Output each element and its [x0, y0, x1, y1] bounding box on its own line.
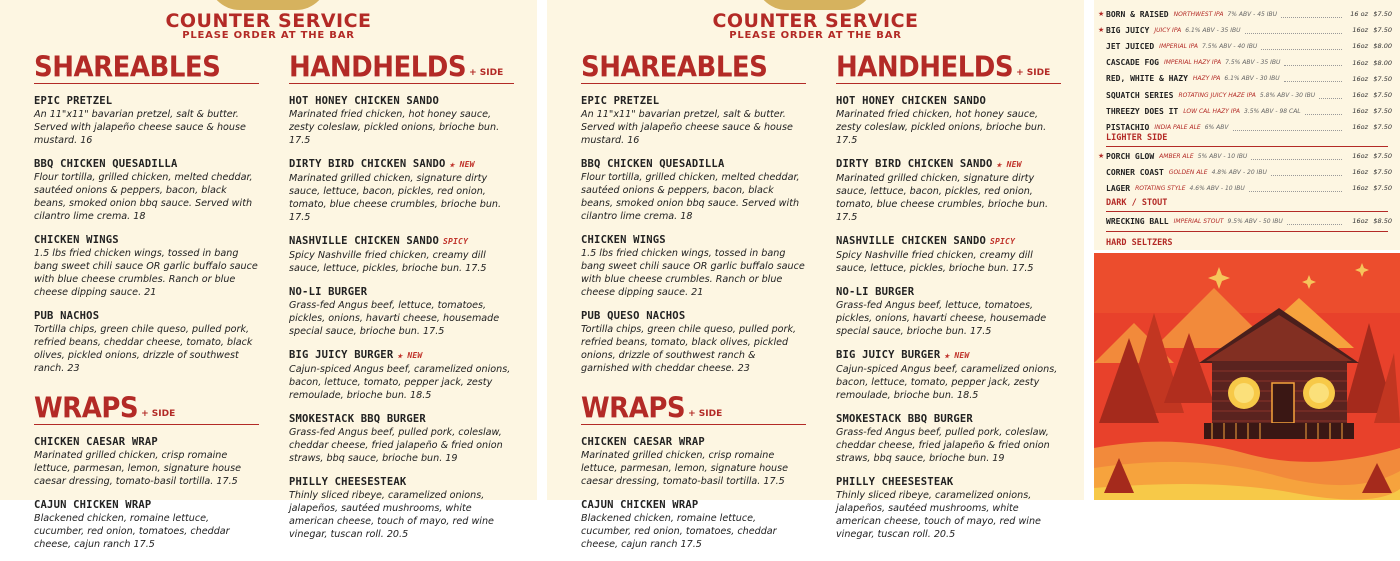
menu-item — [581, 309, 806, 375]
beer-info: 5.8% ABV - 30 IBU — [1259, 91, 1316, 99]
item-name: EPIC PRETZEL — [34, 95, 113, 107]
menu-panel-1 — [0, 0, 537, 550]
handhelds-list — [836, 94, 1061, 541]
item-desc: 1.5 lbs fried chicken wings, tossed in bang bang sweet chili sauce OR garlic buffalo sauce with blue cheese crumbles. Ranch or blue cheese dipping sauce. 21 — [581, 248, 805, 298]
item-name-text: NO-LI BURGER — [836, 286, 915, 298]
beer-size: 16oz — [1352, 168, 1368, 177]
item-desc: Flour tortilla, grilled chicken, melted cheddar, sautéed onions & peppers, bacon, black beans, smoked onion bbq sauce. Served with cilantro lime crema. 18 — [34, 172, 253, 222]
side-tag: + SIDE — [469, 68, 504, 78]
beer-style: NORTHWEST IPA — [1173, 10, 1224, 18]
beer-star: ★ — [1098, 26, 1105, 35]
beer-size: 16oz — [1352, 58, 1368, 67]
item-name — [836, 475, 1061, 489]
beer-info: 5% ABV - 10 IBU — [1197, 152, 1248, 160]
beer-name: SQUATCH SERIES — [1106, 90, 1174, 100]
beer-row — [1106, 214, 1392, 228]
section-title: WRAPS — [34, 392, 139, 426]
side-tag: + SIDE — [688, 409, 723, 419]
beer-info: 6% ABV — [1204, 123, 1229, 131]
beer-price: $7.50 — [1373, 123, 1392, 132]
beer-name: BORN & RAISED — [1106, 9, 1169, 19]
beer-row — [1106, 39, 1392, 53]
item-badge: SPICY — [443, 237, 469, 246]
item-name — [289, 94, 514, 108]
menu-item — [289, 285, 514, 338]
item-name-text: DIRTY BIRD CHICKEN SANDO — [836, 158, 993, 170]
item-name-text: BIG JUICY BURGER — [836, 349, 941, 361]
beer-name: CORNER COAST — [1106, 167, 1164, 177]
item-name-text: SMOKESTACK BBQ BURGER — [289, 413, 426, 425]
beer-price: $8.00 — [1373, 42, 1392, 51]
item-name — [836, 348, 1061, 363]
beer-style: LOW CAL HAZY IPA — [1183, 107, 1241, 115]
item-name: PUB NACHOS — [34, 310, 100, 322]
section-title: SHAREABLES — [34, 51, 221, 85]
beer-price: $7.50 — [1373, 168, 1392, 177]
beer-name: LAGER — [1106, 183, 1131, 193]
menu-item — [836, 94, 1061, 147]
beer-row — [1106, 56, 1392, 70]
beer-size: 16oz — [1352, 152, 1368, 160]
item-desc: Grass-fed Angus beef, lettuce, tomatoes, pickles, onions, havarti cheese, housemade special sauce, brioche bun. 17.5 — [289, 300, 500, 337]
item-desc: Marinated fried chicken, hot honey sauce, zesty coleslaw, pickled onions, brioche bun. 17.5 — [836, 109, 1047, 146]
item-name-text: SMOKESTACK BBQ BURGER — [836, 413, 973, 425]
item-desc: Cajun-spiced Angus beef, caramelized onions, bacon, lettuce, tomato, pepper jack, zesty remoulade, brioche bun. 18.5 — [836, 364, 1058, 401]
menu-item — [289, 412, 514, 465]
menu-item — [836, 475, 1061, 541]
left-column — [581, 50, 806, 561]
menu-item — [289, 94, 514, 147]
beer-info: 7.5% ABV - 35 IBU — [1225, 59, 1281, 67]
side-tag: + SIDE — [1016, 68, 1051, 78]
item-name-text: HOT HONEY CHICKEN SANDO — [289, 95, 439, 107]
beer-info: 6.1% ABV - 30 IBU — [1224, 75, 1280, 83]
shareables-header — [34, 50, 259, 84]
item-name — [836, 94, 1061, 108]
beer-row — [1106, 88, 1392, 102]
section-title: SHAREABLES — [581, 51, 768, 85]
menu-item — [34, 94, 259, 147]
item-desc: Spicy Nashville fried chicken, creamy dill sauce, lettuce, pickles, brioche bun. 17.5 — [836, 250, 1034, 274]
beer-name: BIG JUICY — [1106, 25, 1150, 35]
beer-info: 9.5% ABV - 50 IBU — [1227, 217, 1283, 225]
side-tag: + SIDE — [141, 409, 176, 419]
item-desc: Marinated grilled chicken, crisp romaine lettuce, parmesan, lemon, signature house caesar dressing, tomato-basil tortilla. 17.5 — [34, 450, 242, 487]
beer-price: $8.50 — [1373, 217, 1392, 225]
beer-size: 16oz — [1352, 184, 1368, 193]
item-name: PUB QUESO NACHOS — [581, 310, 686, 322]
menu-item — [289, 157, 514, 224]
beer-star: ★ — [1098, 10, 1105, 18]
beer-style: ROTATING JUICY HAZE IPA — [1178, 91, 1256, 99]
item-desc: Flour tortilla, grilled chicken, melted cheddar, sautéed onions & peppers, bacon, black beans, smoked onion bbq sauce. Served with cilantro lime crema. 18 — [581, 172, 800, 222]
item-name: CAJUN CHICKEN WRAP — [34, 499, 152, 511]
beer-info: 7% ABV - 45 IBU — [1227, 10, 1278, 18]
beer-size: 16oz — [1352, 26, 1368, 35]
item-badge: SPICY — [990, 237, 1016, 246]
left-column — [34, 50, 259, 561]
item-badge: ★ NEW — [944, 351, 970, 360]
item-name — [289, 285, 514, 299]
beer-price: $7.50 — [1373, 10, 1392, 18]
beer-row — [1106, 181, 1392, 195]
beer-info: 4.8% ABV - 20 IBU — [1211, 168, 1267, 176]
item-desc: Marinated grilled chicken, signature dirty sauce, lettuce, bacon, pickles, red onion, tomato, blue cheese crumbles, brioche bun. 17.5 — [289, 173, 502, 223]
beer-price: $7.50 — [1373, 91, 1392, 99]
item-desc: Marinated grilled chicken, signature dirty sauce, lettuce, bacon, pickles, red onion, tomato, blue cheese crumbles, brioche bun. 17.5 — [836, 173, 1049, 223]
menu-item — [581, 94, 806, 147]
right-column — [289, 50, 514, 551]
beer-style: AMBER ALE — [1159, 152, 1194, 160]
item-desc: Marinated grilled chicken, crisp romaine lettuce, parmesan, lemon, signature house caesar dressing, tomato-basil tortilla. 17.5 — [581, 450, 789, 487]
beer-price: $7.50 — [1373, 26, 1392, 35]
item-name: CAJUN CHICKEN WRAP — [581, 499, 699, 511]
beer-info: 3.5% ABV - 98 CAL — [1244, 107, 1301, 115]
beer-info: 7.5% ABV - 40 IBU — [1202, 42, 1258, 50]
item-desc: Grass-fed Angus beef, pulled pork, coleslaw, cheddar cheese, fried jalapeño & fried onion straws, bbq sauce, brioche bun. 19 — [836, 427, 1050, 464]
logo-emblem — [755, 0, 875, 10]
menu-item — [289, 475, 514, 541]
beer-size: 16oz — [1352, 74, 1368, 83]
item-name — [289, 412, 514, 426]
beer-price: $8.00 — [1373, 58, 1392, 67]
item-desc: 1.5 lbs fried chicken wings, tossed in bang bang sweet chili sauce OR garlic buffalo sauce with blue cheese crumbles. Ranch or blue cheese dipping sauce. 21 — [34, 248, 258, 298]
menu-subtitle: PLEASE ORDER AT THE BAR — [729, 30, 902, 41]
item-name-text: HOT HONEY CHICKEN SANDO — [836, 95, 986, 107]
beer-style: IMPERIAL IPA — [1159, 42, 1199, 50]
beer-row — [1106, 104, 1392, 118]
logo-emblem — [208, 0, 328, 10]
lighter-side-title: LIGHTER SIDE — [1106, 133, 1168, 143]
menu-subtitle: PLEASE ORDER AT THE BAR — [182, 30, 355, 41]
hard-seltzers-title: HARD SELTZERS — [1106, 238, 1173, 248]
beer-info: 4.6% ABV - 10 IBU — [1189, 184, 1245, 192]
beer-style: HAZY IPA — [1192, 75, 1221, 83]
item-desc: Spicy Nashville fried chicken, creamy dill sauce, lettuce, pickles, brioche bun. 17.5 — [289, 250, 487, 274]
menu-item — [836, 157, 1061, 224]
item-name: EPIC PRETZEL — [581, 95, 660, 107]
menu-item — [34, 309, 259, 375]
item-name — [289, 475, 514, 489]
cabin-illustration — [1094, 253, 1400, 500]
menu-item — [581, 157, 806, 223]
item-desc: Marinated fried chicken, hot honey sauce, zesty coleslaw, pickled onions, brioche bun. 17.5 — [289, 109, 500, 146]
item-desc: Thinly sliced ribeye, caramelized onions, jalapeños, sautéed mushrooms, white american cheese, touch of mayo, red wine vinegar, tuscan roll. 20.5 — [289, 490, 494, 540]
dark-stout-title: DARK / STOUT — [1106, 198, 1168, 208]
menu-item — [581, 233, 806, 299]
beer-style: ROTATING STYLE — [1135, 184, 1186, 192]
beer-name: THREEZY DOES IT — [1106, 106, 1179, 116]
handhelds-header — [289, 50, 514, 84]
item-badge: ★ NEW — [449, 160, 475, 169]
handhelds-header — [836, 50, 1061, 84]
item-desc: Grass-fed Angus beef, lettuce, tomatoes, pickles, onions, havarti cheese, housemade special sauce, brioche bun. 17.5 — [836, 300, 1047, 337]
beer-info: 6.1% ABV - 35 IBU — [1185, 26, 1241, 34]
item-name: CHICKEN CAESAR WRAP — [581, 436, 705, 448]
beer-size: 16oz — [1352, 217, 1368, 225]
beer-style: GOLDEN ALE — [1168, 168, 1208, 176]
menu-item — [836, 348, 1061, 402]
beer-name: CASCADE FOG — [1106, 58, 1159, 68]
beer-row — [1098, 23, 1392, 37]
item-desc: Thinly sliced ribeye, caramelized onions, jalapeños, sautéed mushrooms, white american cheese, touch of mayo, red wine vinegar, tuscan roll. 20.5 — [836, 490, 1041, 540]
beer-style: IMPERIAL HAZY IPA — [1163, 59, 1222, 67]
menu-item — [581, 498, 806, 551]
item-desc: Grass-fed Angus beef, pulled pork, coleslaw, cheddar cheese, fried jalapeño & fried onion straws, bbq sauce, brioche bun. 19 — [289, 427, 503, 464]
beer-name: WRECKING BALL — [1106, 216, 1169, 226]
item-desc: Tortilla chips, green chile queso, pulled pork, refried beans, cheddar cheese, tomato, black olives, pickled onions, drizzle of southwest ranch. 23 — [34, 324, 253, 374]
wraps-header — [34, 391, 259, 425]
item-name — [289, 348, 514, 363]
item-name-text: DIRTY BIRD CHICKEN SANDO — [289, 158, 446, 170]
item-name — [836, 157, 1061, 172]
wraps-header — [581, 391, 806, 425]
menu-item — [34, 498, 259, 551]
menu-item — [836, 234, 1061, 275]
beer-size: 16oz — [1352, 42, 1368, 51]
menu-item — [289, 348, 514, 402]
beer-row — [1106, 165, 1392, 179]
beer-star: ★ — [1098, 152, 1105, 160]
beer-style: IMPERIAL STOUT — [1173, 217, 1224, 225]
handhelds-list — [289, 94, 514, 541]
item-badge: ★ NEW — [996, 160, 1022, 169]
item-badge: ★ NEW — [397, 351, 423, 360]
item-desc: An 11"x11" bavarian pretzel, salt & butter. Served with jalapeño cheese sauce & house mustard. 16 — [581, 109, 793, 146]
beer-price: $7.50 — [1373, 74, 1392, 83]
item-desc: Cajun-spiced Angus beef, caramelized onions, bacon, lettuce, tomato, pepper jack, zesty remoulade, brioche bun. 18.5 — [289, 364, 511, 401]
beer-row — [1098, 149, 1392, 163]
beer-name: RED, WHITE & HAZY — [1106, 74, 1188, 84]
item-name — [836, 412, 1061, 426]
item-name — [836, 285, 1061, 299]
item-name-text: PHILLY CHEESESTEAK — [836, 476, 954, 488]
item-desc: Blackened chicken, romaine lettuce, cucumber, red onion, tomatoes, cheddar cheese, cajun ranch 17.5 — [34, 513, 230, 550]
menu-panel-2 — [547, 0, 1084, 550]
menu-item — [289, 234, 514, 275]
item-name-text: BIG JUICY BURGER — [289, 349, 394, 361]
beer-list-panel — [1094, 0, 1400, 250]
item-name — [289, 234, 514, 249]
beer-name: JET JUICED — [1106, 41, 1155, 51]
shareables-header — [581, 50, 806, 84]
section-title: HANDHELDS — [289, 51, 467, 85]
beer-style: INDIA PALE ALE — [1154, 123, 1201, 131]
menu-item — [581, 435, 806, 488]
beer-size: 16oz — [1352, 91, 1368, 99]
beer-name: PISTACHIO — [1106, 122, 1150, 132]
beer-price: $7.50 — [1373, 152, 1392, 160]
item-name: CHICKEN WINGS — [581, 234, 666, 246]
item-name-text: NASHVILLE CHICKEN SANDO — [836, 235, 986, 247]
beer-size: 16 oz — [1350, 10, 1368, 18]
section-title: HANDHELDS — [836, 51, 1014, 85]
section-title: WRAPS — [581, 392, 686, 426]
right-column — [836, 50, 1061, 551]
beer-row — [1098, 7, 1392, 21]
item-desc: Blackened chicken, romaine lettuce, cucumber, red onion, tomatoes, cheddar cheese, cajun ranch 17.5 — [581, 513, 777, 550]
item-name: CHICKEN WINGS — [34, 234, 119, 246]
cabin-artwork-icon — [1094, 253, 1400, 500]
beer-row — [1106, 72, 1392, 86]
menu-title: COUNTER SERVICE — [712, 10, 919, 32]
menu-item — [34, 157, 259, 223]
beer-price: $7.50 — [1373, 107, 1392, 116]
beer-price: $7.50 — [1373, 184, 1392, 193]
menu-item — [34, 233, 259, 299]
item-name-text: PHILLY CHEESESTEAK — [289, 476, 407, 488]
item-name-text: NO-LI BURGER — [289, 286, 368, 298]
item-desc: Tortilla chips, green chile queso, pulled pork, refried beans, tomato, black olives, pickled onions, drizzle of southwest ranch & garnished with cheddar cheese. 23 — [581, 324, 797, 374]
item-name-text: NASHVILLE CHICKEN SANDO — [289, 235, 439, 247]
beer-style: JUICY IPA — [1154, 26, 1182, 34]
beer-size: 16oz — [1352, 123, 1368, 132]
item-name: BBQ CHICKEN QUESADILLA — [34, 158, 178, 170]
beer-name: PORCH GLOW — [1106, 151, 1155, 161]
item-name: CHICKEN CAESAR WRAP — [34, 436, 158, 448]
item-name — [289, 157, 514, 172]
item-name — [836, 234, 1061, 249]
menu-item — [836, 412, 1061, 465]
item-desc: An 11"x11" bavarian pretzel, salt & butter. Served with jalapeño cheese sauce & house mustard. 16 — [34, 109, 246, 146]
menu-item — [34, 435, 259, 488]
item-name: BBQ CHICKEN QUESADILLA — [581, 158, 725, 170]
menu-title: COUNTER SERVICE — [165, 10, 372, 32]
beer-size: 16oz — [1352, 107, 1368, 116]
menu-item — [836, 285, 1061, 338]
